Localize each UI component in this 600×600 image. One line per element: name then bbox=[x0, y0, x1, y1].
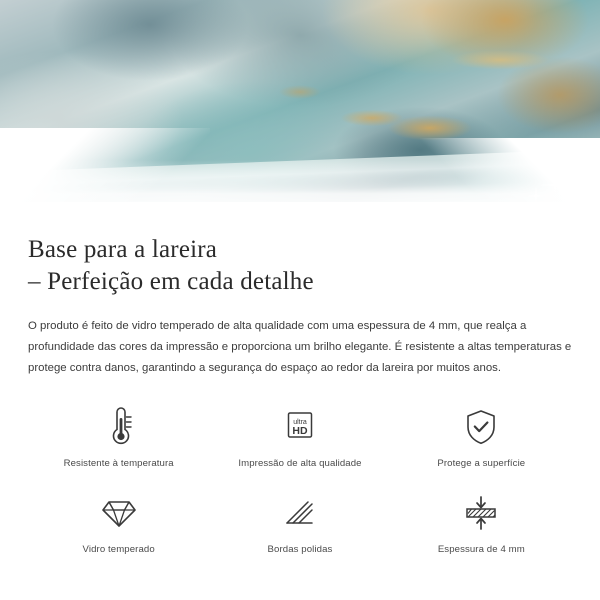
feature-label: Protege a superfície bbox=[437, 458, 526, 469]
content-area bbox=[0, 234, 600, 555]
feature-label: Espessura de 4 mm bbox=[437, 544, 525, 555]
thermometer-icon bbox=[99, 405, 139, 449]
feature-item-thickness bbox=[391, 491, 572, 555]
ultra-hd-icon bbox=[279, 405, 321, 449]
description-paragraph: O produto é feito de vidro temperado de alta qualidade com uma espessura de 4 mm, que realça a profundidade das cores da impressão e proporciona um brilho elegante. É resistente a altas temperaturas e protege contra danos, garantindo a segurança do espaço ao redor da lareira por muitos anos. bbox=[28, 320, 572, 374]
svg-text:HD: HD bbox=[292, 425, 308, 437]
feature-item-print-quality bbox=[209, 405, 390, 469]
feature-label: Bordas polidas bbox=[267, 544, 333, 555]
shield-check-icon bbox=[461, 405, 501, 449]
thickness-arrows-icon bbox=[459, 491, 503, 535]
feature-item-temperature bbox=[28, 405, 209, 469]
diamond-icon bbox=[97, 491, 141, 535]
polished-edges-icon bbox=[278, 491, 322, 535]
hero-image bbox=[0, 0, 600, 218]
feature-grid bbox=[28, 405, 572, 555]
headline-line-2: – Perfeição em cada detalhe bbox=[28, 268, 314, 295]
hero-right-fade bbox=[420, 138, 600, 218]
feature-item-surface-protection bbox=[391, 405, 572, 469]
feature-label: Vidro temperado bbox=[82, 544, 155, 555]
feature-label: Resistente à temperatura bbox=[63, 458, 174, 469]
feature-item-polished-edges bbox=[209, 491, 390, 555]
svg-text:ultra: ultra bbox=[293, 419, 307, 426]
headline-line-1: Base para a lareira bbox=[28, 236, 218, 263]
page-title bbox=[28, 234, 572, 298]
feature-label: Impressão de alta qualidade bbox=[238, 458, 362, 469]
feature-item-tempered-glass bbox=[28, 491, 209, 555]
hero-left-fade bbox=[0, 128, 210, 218]
